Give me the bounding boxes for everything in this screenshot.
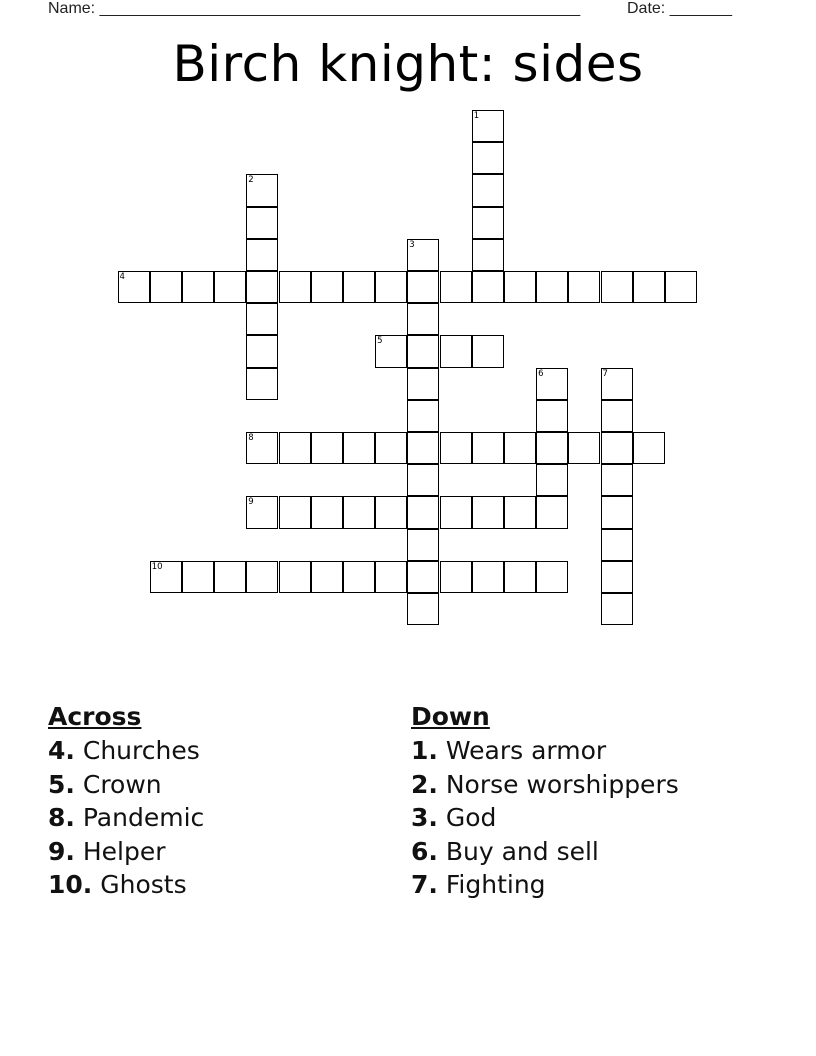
grid-cell[interactable] — [536, 561, 568, 593]
grid-cell[interactable] — [536, 368, 568, 400]
clue-down-7 — [411, 868, 679, 902]
grid-cell[interactable] — [472, 561, 504, 593]
clue-text: Churches — [82, 736, 200, 765]
clue-number: 3. — [411, 803, 438, 832]
grid-cell[interactable] — [182, 271, 214, 303]
grid-cell[interactable] — [568, 432, 600, 464]
grid-cell[interactable] — [407, 271, 439, 303]
clue-text: Norse worshippers — [445, 769, 679, 799]
grid-cell[interactable] — [214, 271, 246, 303]
clue-across-8 — [48, 801, 204, 835]
name-line[interactable]: Name: ______________________________________________________ — [48, 0, 581, 17]
grid-cell[interactable] — [440, 561, 472, 593]
grid-cell[interactable] — [633, 432, 665, 464]
grid-cell[interactable] — [118, 271, 150, 303]
grid-cell[interactable] — [472, 142, 504, 174]
grid-cell[interactable] — [601, 271, 633, 303]
grid-cell[interactable] — [343, 271, 375, 303]
grid-cell[interactable] — [536, 432, 568, 464]
clue-text: Wears armor — [445, 736, 607, 765]
grid-cell[interactable] — [246, 561, 278, 593]
grid-cell[interactable] — [472, 271, 504, 303]
grid-cell[interactable] — [343, 561, 375, 593]
grid-cell[interactable] — [472, 207, 504, 239]
grid-cell[interactable] — [150, 561, 182, 593]
cell-number: 3 — [409, 239, 415, 250]
down-heading: Down — [411, 702, 490, 731]
grid-cell[interactable] — [214, 561, 246, 593]
grid-cell[interactable] — [472, 174, 504, 206]
clue-across-10 — [48, 868, 204, 902]
grid-cell[interactable] — [504, 271, 536, 303]
clue-number: 2. — [411, 769, 438, 799]
cell-number: 1 — [473, 111, 480, 121]
grid-cell[interactable] — [601, 368, 633, 400]
grid-cell[interactable] — [568, 271, 600, 303]
cell-number: 9 — [248, 497, 254, 508]
grid-cell[interactable] — [601, 561, 633, 593]
grid-cell[interactable] — [504, 432, 536, 464]
grid-cell[interactable] — [472, 496, 504, 528]
grid-cell[interactable] — [472, 239, 504, 271]
grid-cell[interactable] — [601, 400, 633, 432]
grid-cell[interactable] — [182, 561, 214, 593]
grid-cell[interactable] — [375, 432, 407, 464]
clue-across-9 — [48, 835, 204, 869]
grid-cell[interactable] — [375, 335, 407, 367]
clue-text: God — [445, 803, 497, 832]
puzzle-title: Birch knight: sides — [172, 35, 644, 93]
clue-number: 5. — [48, 769, 75, 799]
grid-cell[interactable] — [440, 335, 472, 367]
grid-cell[interactable] — [246, 174, 278, 206]
grid-cell[interactable] — [311, 432, 343, 464]
grid-cell[interactable] — [150, 271, 182, 303]
across-heading: Across — [48, 702, 142, 731]
grid-cell[interactable] — [536, 464, 568, 496]
grid-cell[interactable] — [407, 593, 439, 625]
clue-number: 6. — [411, 836, 438, 866]
grid-cell[interactable] — [375, 496, 407, 528]
grid-cell[interactable] — [279, 496, 311, 528]
grid-cell[interactable] — [246, 271, 278, 303]
grid-cell[interactable] — [246, 207, 278, 239]
grid-cell[interactable] — [440, 496, 472, 528]
grid-cell[interactable] — [407, 561, 439, 593]
grid-cell[interactable] — [536, 400, 568, 432]
grid-cell[interactable] — [440, 432, 472, 464]
grid-cell[interactable] — [246, 239, 278, 271]
grid-cell[interactable] — [633, 271, 665, 303]
grid-cell[interactable] — [375, 561, 407, 593]
grid-cell[interactable] — [665, 271, 697, 303]
grid-cell[interactable] — [246, 368, 278, 400]
date-line[interactable]: Date: _______ — [627, 0, 732, 17]
clue-text: Fighting — [445, 870, 546, 899]
across-clues — [48, 700, 204, 902]
cell-number: 5 — [377, 336, 383, 347]
grid-cell[interactable] — [375, 271, 407, 303]
clue-number: 7. — [411, 870, 438, 899]
grid-cell[interactable] — [601, 593, 633, 625]
grid-cell[interactable] — [311, 496, 343, 528]
clue-number: 4. — [48, 736, 75, 765]
grid-cell[interactable] — [407, 432, 439, 464]
clue-text: Helper — [82, 836, 166, 866]
grid-cell[interactable] — [601, 464, 633, 496]
clue-text: Pandemic — [82, 803, 205, 832]
grid-cell[interactable] — [504, 561, 536, 593]
grid-cell[interactable] — [407, 335, 439, 367]
cell-number: 8 — [248, 433, 254, 443]
clue-text: Buy and sell — [445, 836, 599, 866]
clue-down-1 — [411, 734, 679, 768]
cell-number: 2 — [248, 175, 254, 186]
grid-cell[interactable] — [536, 496, 568, 528]
clue-text: Crown — [82, 769, 162, 799]
grid-cell[interactable] — [279, 432, 311, 464]
grid-cell[interactable] — [504, 496, 536, 528]
clue-number: 10. — [48, 870, 93, 899]
grid-cell[interactable] — [440, 271, 472, 303]
grid-cell[interactable] — [407, 464, 439, 496]
grid-cell[interactable] — [407, 496, 439, 528]
clue-across-5 — [48, 768, 204, 802]
grid-cell[interactable] — [246, 335, 278, 367]
grid-cell[interactable] — [536, 271, 568, 303]
clue-number: 1. — [411, 736, 438, 765]
grid-cell[interactable] — [407, 368, 439, 400]
grid-cell[interactable] — [246, 496, 278, 528]
grid-cell[interactable] — [472, 110, 504, 142]
cell-number: 7 — [602, 368, 608, 379]
grid-cell[interactable] — [246, 303, 278, 335]
grid-cell[interactable] — [472, 335, 504, 367]
clue-down-6 — [411, 835, 679, 869]
grid-cell[interactable] — [311, 271, 343, 303]
grid-cell[interactable] — [601, 529, 633, 561]
grid-cell[interactable] — [246, 432, 278, 464]
clue-down-2 — [411, 768, 679, 802]
grid-cell[interactable] — [407, 529, 439, 561]
down-clues — [411, 700, 679, 902]
grid-cell[interactable] — [407, 239, 439, 271]
grid-cell[interactable] — [343, 432, 375, 464]
cell-number: 6 — [538, 368, 544, 379]
grid-cell[interactable] — [601, 496, 633, 528]
clue-down-3 — [411, 801, 679, 835]
grid-cell[interactable] — [279, 271, 311, 303]
clue-number: 8. — [48, 803, 75, 832]
grid-cell[interactable] — [601, 432, 633, 464]
grid-cell[interactable] — [407, 400, 439, 432]
cell-number: 10 — [151, 561, 163, 572]
grid-cell[interactable] — [472, 432, 504, 464]
clue-number: 9. — [48, 836, 75, 866]
clue-across-4 — [48, 734, 204, 768]
grid-cell[interactable] — [279, 561, 311, 593]
grid-cell[interactable] — [343, 496, 375, 528]
clue-text: Ghosts — [100, 870, 187, 899]
grid-cell[interactable] — [407, 303, 439, 335]
cell-number: 4 — [119, 272, 125, 282]
grid-cell[interactable] — [311, 561, 343, 593]
